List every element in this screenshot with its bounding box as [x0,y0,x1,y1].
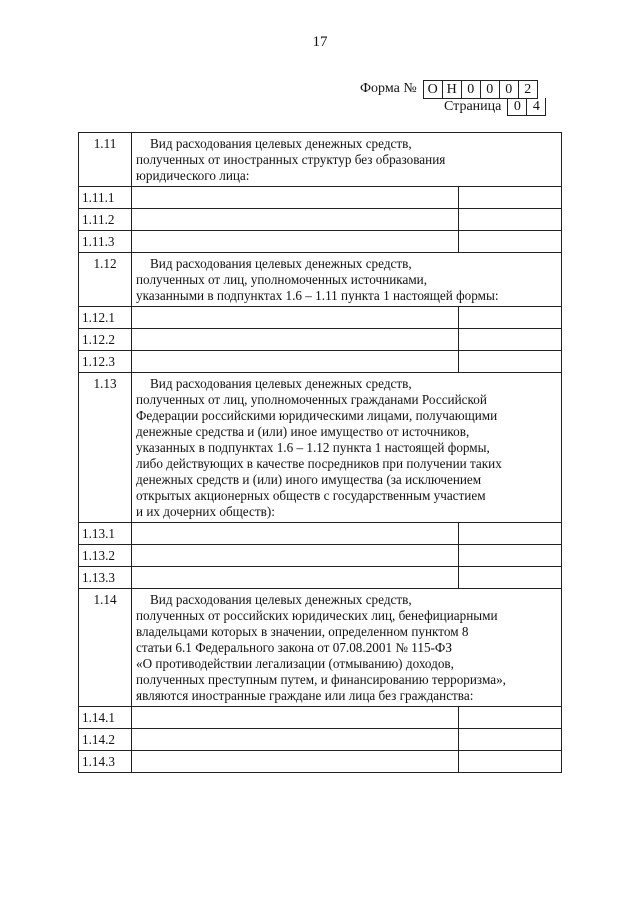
section-number: 1.13 [79,373,132,523]
description-line: полученных от российских юридических лиц, бенефициарными [136,608,498,623]
description-line: Вид расходования целевых денежных средств, [150,376,412,391]
expenditure-type-cell [132,545,459,567]
table-row [79,729,562,751]
description-line: Вид расходования целевых денежных средств, [150,136,412,151]
row-number: 1.14.3 [79,751,132,773]
expenditure-type-cell [132,209,459,231]
amount-cell [459,231,562,253]
description-line: полученных от лиц, уполномоченных источниками, [136,272,428,287]
expenditure-type-cell [132,567,459,589]
row-number: 1.14.1 [79,707,132,729]
row-number: 1.11.1 [79,187,132,209]
row-number: 1.12.1 [79,307,132,329]
form-label: Форма № [360,81,417,96]
table-row [79,751,562,773]
description-line: либо действующих в качестве посредников при получении таких [136,456,502,471]
table-row [79,351,562,373]
description-line: юридического лица: [136,168,250,183]
section-header-row [79,253,562,307]
section-header-row [79,589,562,707]
description-line: денежные средства и (или) иное имущество от источников, [136,424,470,439]
table-row [79,187,562,209]
amount-cell [459,187,562,209]
section-number: 1.11 [79,133,132,187]
description-line: Вид расходования целевых денежных средств, [150,592,412,607]
table-row [79,545,562,567]
expenditure-type-cell [132,729,459,751]
row-number: 1.12.2 [79,329,132,351]
description-line: полученных от иностранных структур без образования [136,152,446,167]
expenditure-type-cell [132,307,459,329]
row-number: 1.12.3 [79,351,132,373]
expenditure-type-cell [132,231,459,253]
table-row [79,209,562,231]
row-number: 1.11.2 [79,209,132,231]
description-line: и их дочерних обществ): [136,504,275,519]
description-line: открытых акционерных обществ с государственным участием [136,488,486,503]
page-number: 17 [312,34,328,50]
description-line: владельцами которых в значении, определенном пунктом 8 [136,624,469,639]
row-number: 1.13.1 [79,523,132,545]
description-line: указанными в подпунктах 1.6 – 1.11 пункта 1 настоящей формы: [136,288,499,303]
section-description [132,133,562,187]
form-number-box [360,80,546,116]
section-number: 1.12 [79,253,132,307]
page-cells [507,98,546,116]
form-code-line [360,80,546,98]
description-line: денежных средств и (или) иного имущества (за исключением [136,472,482,487]
expenditure-type-cell [132,707,459,729]
page-label: Страница [444,99,502,114]
description-line: Федерации российскими юридическими лицами, получающими [136,408,498,423]
description-line: указанных в подпунктах 1.6 – 1.12 пункта 1 настоящей формы, [136,440,490,455]
amount-cell [459,567,562,589]
description-line: являются иностранные граждане или лица без гражданства: [136,688,474,703]
table-row [79,231,562,253]
form-page-line [444,98,546,116]
section-description [132,589,562,707]
description-line: Вид расходования целевых денежных средств, [150,256,412,271]
section-description [132,373,562,523]
form-code-cell: 2 [519,80,538,99]
description-line: полученных преступным путем, и финансированию терроризма», [136,672,506,687]
row-number: 1.13.3 [79,567,132,589]
form-code-cell: Н [443,80,462,99]
expenditure-table [78,132,562,773]
amount-cell [459,729,562,751]
section-description [132,253,562,307]
form-code-cells [423,80,538,99]
amount-cell [459,307,562,329]
amount-cell [459,523,562,545]
section-number: 1.14 [79,589,132,707]
expenditure-type-cell [132,523,459,545]
table-row [79,707,562,729]
amount-cell [459,545,562,567]
amount-cell [459,751,562,773]
table-row [79,329,562,351]
description-line: статьи 6.1 Федерального закона от 07.08.2001 № 115-ФЗ [136,640,452,655]
amount-cell [459,329,562,351]
amount-cell [459,209,562,231]
row-number: 1.13.2 [79,545,132,567]
expenditure-type-cell [132,351,459,373]
row-number: 1.11.3 [79,231,132,253]
section-header-row [79,133,562,187]
description-line: «О противодействии легализации (отмыванию) доходов, [136,656,454,671]
amount-cell [459,351,562,373]
form-code-cell: 0 [462,80,481,99]
description-line: полученных от лиц, уполномоченных гражданами Российской [136,392,487,407]
table-row [79,307,562,329]
page-cell: 4 [527,98,546,116]
form-code-cell: 0 [481,80,500,99]
table-row [79,567,562,589]
row-number: 1.14.2 [79,729,132,751]
expenditure-type-cell [132,329,459,351]
form-code-cell: 0 [500,80,519,99]
form-code-cell: О [424,80,443,99]
page-cell: 0 [508,98,527,116]
section-header-row [79,373,562,523]
amount-cell [459,707,562,729]
table-row [79,523,562,545]
expenditure-type-cell [132,751,459,773]
expenditure-type-cell [132,187,459,209]
